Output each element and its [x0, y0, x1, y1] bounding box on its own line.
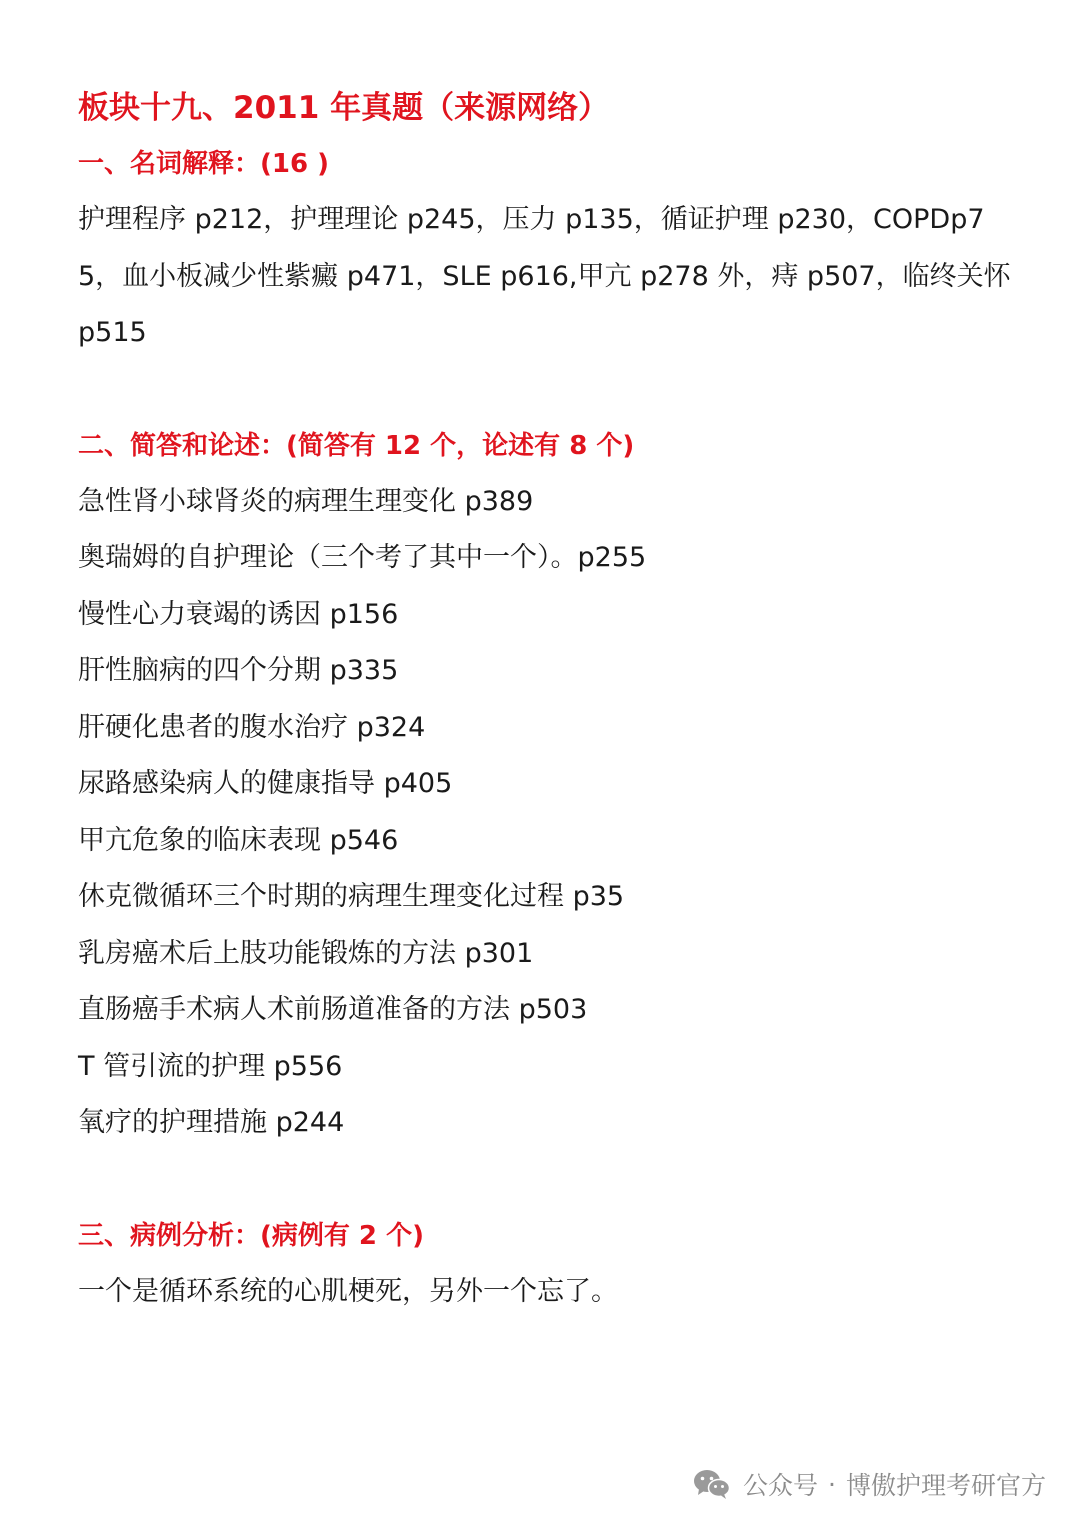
list-item: 奥瑞姆的自护理论（三个考了其中一个）。p255 [78, 542, 647, 573]
section-heading-terms: 一、名词解释：(16 ) [78, 149, 329, 179]
list-item: 直肠癌手术病人术前肠道准备的方法 p503 [78, 994, 588, 1025]
section-spacer [78, 362, 1018, 418]
list-item: 氧疗的护理措施 p244 [78, 1107, 345, 1138]
list-item: 甲亢危象的临床表现 p546 [78, 824, 399, 856]
document-page [78, 80, 1018, 1320]
list-item: T 管引流的护理 p556 [78, 1050, 343, 1082]
case-analysis-text: 一个是循环系统的心肌梗死，另外一个忘了。 [78, 1275, 618, 1307]
short-answer-list [78, 474, 1018, 1152]
section-heading-short-answers: 二、简答和论述：(简答有 12 个，论述有 8 个) [78, 430, 635, 461]
list-item: 尿路感染病人的健康指导 p405 [78, 768, 453, 799]
list-item: 休克微循环三个时期的病理生理变化过程 p35 [78, 881, 625, 912]
footer-separator: · [828, 1469, 836, 1499]
section-heading-case-analysis: 三、病例分析：(病例有 2 个) [78, 1220, 424, 1251]
terms-list: 护理程序 p212，护理理论 p245，压力 p135，循证护理 p230，COPDp75，血小板减少性紫癜 p471，SLE p616,甲亢 p278 外，痔 p507，临终关怀 p515 [78, 204, 1011, 348]
list-item: 肝硬化患者的腹水治疗 p324 [78, 711, 426, 743]
watermark-footer [693, 1462, 1046, 1506]
wechat-icon [693, 1468, 731, 1500]
page-title: 板块十九、2011 年真题（来源网络） [78, 90, 610, 126]
section-spacer [78, 1152, 1018, 1208]
footer-account-name: 博傲护理考研官方 [845, 1471, 1046, 1500]
list-item: 急性肾小球肾炎的病理生理变化 p389 [78, 485, 534, 517]
list-item: 肝性脑病的四个分期 p335 [78, 655, 399, 686]
list-item: 慢性心力衰竭的诱因 p156 [78, 598, 399, 630]
list-item: 乳房癌术后上肢功能锻炼的方法 p301 [78, 937, 534, 969]
footer-platform: 公众号 [743, 1471, 819, 1500]
